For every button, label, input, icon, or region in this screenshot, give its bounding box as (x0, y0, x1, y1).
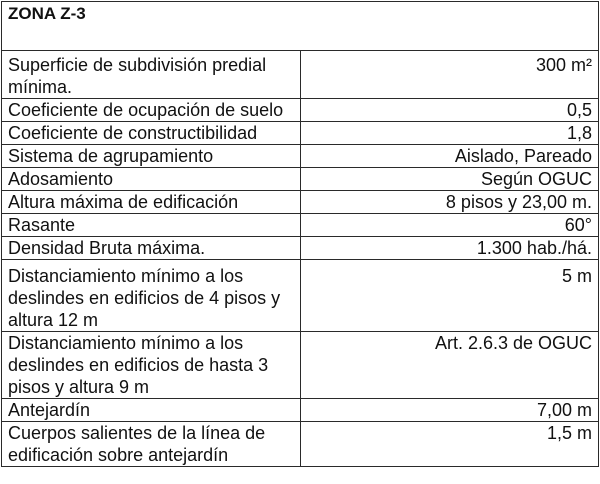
table-row (2, 99, 599, 122)
row-value: Art. 2.6.3 de OGUC (300, 332, 599, 399)
row-value: 1,8 (300, 122, 599, 145)
table-row (2, 51, 599, 99)
row-value: 5 m (300, 260, 599, 332)
title-row (2, 2, 599, 51)
row-value: 8 pisos y 23,00 m. (300, 191, 599, 214)
table-row (2, 399, 599, 422)
row-label: Distanciamiento mínimo a los deslindes en edificios de hasta 3 pisos y altura 9 m (2, 332, 301, 399)
zoning-table (1, 1, 599, 467)
table-row (2, 122, 599, 145)
row-label: Superficie de subdivisión predial mínima. (2, 51, 301, 99)
row-value: 0,5 (300, 99, 599, 122)
row-value: 300 m² (300, 51, 599, 99)
row-label: Coeficiente de ocupación de suelo (2, 99, 301, 122)
row-label: Adosamiento (2, 168, 301, 191)
row-value: 60° (300, 214, 599, 237)
row-label: Rasante (2, 214, 301, 237)
table-title: ZONA Z-3 (2, 2, 599, 51)
row-value: 7,00 m (300, 399, 599, 422)
row-value: 1,5 m (300, 422, 599, 467)
row-label: Altura máxima de edificación (2, 191, 301, 214)
row-value: Según OGUC (300, 168, 599, 191)
row-label: Densidad Bruta máxima. (2, 237, 301, 260)
table-row (2, 145, 599, 168)
table-row (2, 214, 599, 237)
row-value: Aislado, Pareado (300, 145, 599, 168)
table-row (2, 422, 599, 467)
row-label: Sistema de agrupamiento (2, 145, 301, 168)
row-label: Distanciamiento mínimo a los deslindes en edificios de 4 pisos y altura 12 m (2, 260, 301, 332)
row-label: Coeficiente de constructibilidad (2, 122, 301, 145)
table-row (2, 332, 599, 399)
row-label: Antejardín (2, 399, 301, 422)
table-row (2, 191, 599, 214)
table-row (2, 260, 599, 332)
table-row (2, 168, 599, 191)
row-label: Cuerpos salientes de la línea de edificación sobre antejardín (2, 422, 301, 467)
row-value: 1.300 hab./há. (300, 237, 599, 260)
table-row (2, 237, 599, 260)
